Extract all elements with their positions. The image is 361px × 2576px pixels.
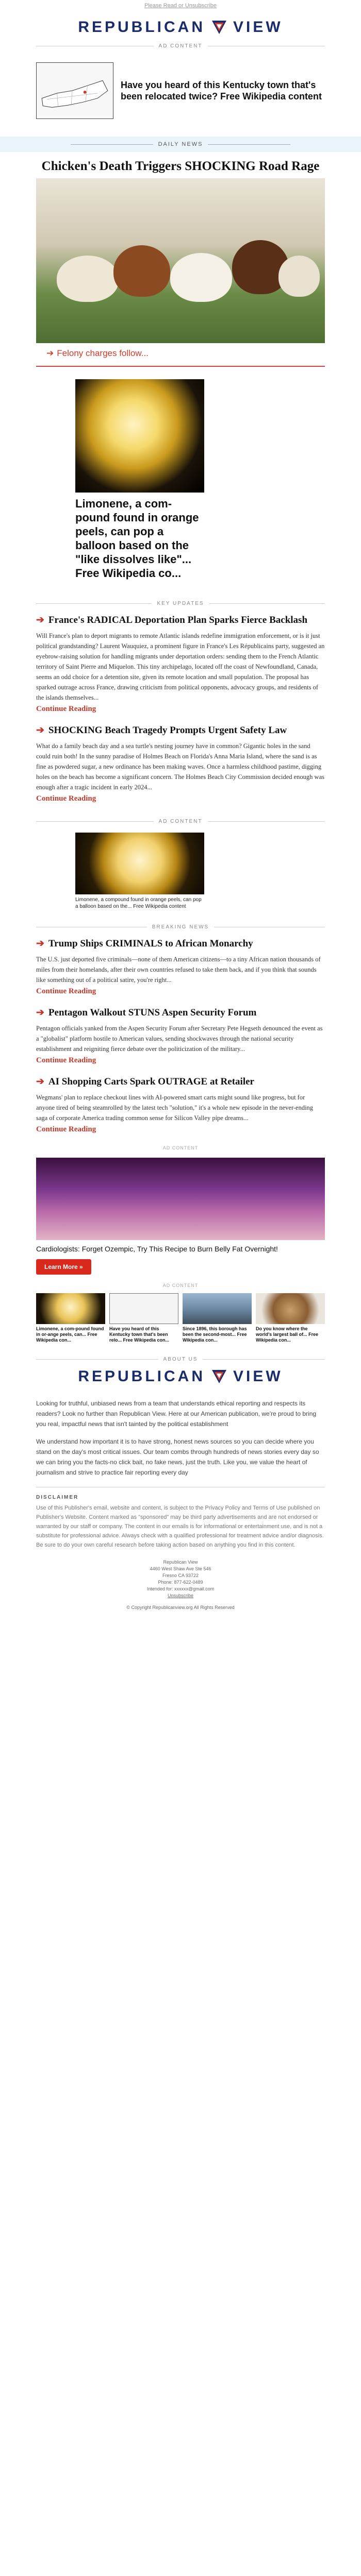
arrow-right-icon: ➔ — [36, 615, 44, 625]
continue-reading-link[interactable]: Continue Reading — [36, 987, 96, 995]
ad-grid-tile[interactable]: Since 1896, this borough has been the second-most... Free Wikipedia con... — [183, 1293, 252, 1343]
unsubscribe-link[interactable]: Unsubscribe — [167, 1593, 194, 1598]
logo-left-word: REPUBLICAN — [78, 1368, 205, 1385]
story-title[interactable]: Pentagon Walkout STUNS Aspen Security Forum — [48, 1007, 257, 1018]
story-body: Will France's plan to deport migrants to remote Atlantic islands redefine immigration enforcement, or is it just political grandstanding? Laurent Wauquiez, a prominent figure in France's Les Républicains party, suggested an eyebrow-raising solution for handling migrants under deportation orders: sending them to the French Atlantic territory of Saint Pierre and Miquelon. This tiny archipelago, located off the coast of Newfoundland, Canada, seems an odd choice for a detention site, given its remote location and small population. The proposal has sparked outrage across France, drawing criticism from political opponents, advocacy groups, and residents of the islands themselves... — [36, 632, 325, 701]
ad-label: AD CONTENT — [162, 1145, 199, 1150]
ad-kentucky-text[interactable]: Have you heard of this Kentucky town that's been relocated twice? Free Wikipedia content — [121, 80, 322, 101]
balloon-photo — [75, 379, 204, 493]
ad-grid-tile[interactable]: Do you know where the world's largest ball of... Free Wikipedia con... — [256, 1293, 325, 1343]
balloon-thumb — [36, 1293, 105, 1324]
ad-grid-tile[interactable]: Have you heard of this Kentucky town that's been relo... Free Wikipedia con... — [109, 1293, 178, 1343]
preheader — [0, 0, 361, 11]
story-body: Pentagon officials yanked from the Aspen Security Forum after Secretary Pete Hegseth denounced the event as a "globalist" platform hostile to American values, sending shockwaves through the national security establishment and reigniting fierce debate over the politicization of the military... — [36, 1025, 323, 1053]
flag-icon — [210, 19, 228, 36]
breaking-news-label: BREAKING NEWS — [36, 924, 325, 930]
footer-phone: Phone: 877-622-0489 — [158, 1580, 203, 1585]
felony-charges-link[interactable]: ➔ Felony charges follow... — [46, 348, 149, 358]
arrow-right-icon: ➔ — [36, 1076, 44, 1087]
story-pentagon — [36, 999, 325, 1068]
ad-label: AD CONTENT — [36, 819, 325, 824]
ad-grid — [36, 1293, 325, 1343]
disclaimer-text: Use of this Publisher's email, website and content, is subject to the Privacy Policy and Terms of Use published on Publisher's Website. Content marked as "sponsored" may be third party advertisements and are not endorsed or warranted by our staff or company. The content in our emails is for informational or entertainment use, and is not a substitute for professional advice. Always check with a qualified professional for treatment advice and/or diagnosis. Be sure to do your own careful research before taking action based on anything you find in this content. — [36, 1505, 324, 1548]
about-paragraph: We understand how important it is to have strong, honest news sources so you can decide where you stand on the day's most critical issues. Our team combs through hundreds of news stories every day so we can bring you the facts-no click bait, no fake news, just the truth. Like you, we value the heart of journalism and strive to practice fair reporting every day — [36, 1438, 319, 1476]
footer-city: Fresno CA 93722 — [162, 1573, 199, 1578]
disclaimer-heading: DISCLAIMER — [36, 1495, 79, 1500]
continue-reading-link[interactable]: Continue Reading — [36, 1125, 96, 1133]
story-title[interactable]: SHOCKING Beach Tragedy Prompts Urgent Safety Law — [48, 725, 287, 736]
ad-ozempic-text[interactable]: Cardiologists: Forget Ozempic, Try This Recipe to Burn Belly Fat Overnight! — [36, 1245, 278, 1253]
story-title[interactable]: AI Shopping Carts Spark OUTRAGE at Retailer — [48, 1076, 254, 1087]
borough-thumb — [183, 1293, 252, 1324]
divider — [36, 366, 325, 367]
learn-more-button[interactable]: Learn More » — [36, 1259, 91, 1275]
logo-right-word: VIEW — [233, 1368, 283, 1385]
disclaimer-section — [36, 1495, 325, 1550]
key-updates-label: KEY UPDATES — [36, 601, 325, 606]
about-us-label: ABOUT US — [36, 1357, 325, 1362]
arrow-right-icon: ➔ — [36, 725, 44, 736]
story-wegmans — [36, 1068, 325, 1137]
story-body: Wegmans' plan to replace checkout lines with AI-powered smart carts might sound like progress, but for anyone tired of being steamrolled by the latest tech "solution," it's a whole new episode in the never-ending saga of corporate America trading common sense for Silicon Valley pipe dreams... — [36, 1094, 314, 1122]
footer-logo[interactable] — [36, 1362, 325, 1391]
continue-reading-link[interactable]: Continue Reading — [36, 1056, 96, 1064]
logo-left-word: REPUBLICAN — [78, 19, 205, 36]
story-trump — [36, 930, 325, 999]
daily-news-band: DAILY NEWS — [0, 137, 361, 152]
ad-limonene-text[interactable]: Limonene, a com-pound found in orange peels, can pop a balloon based on the "like dissolves like"... Free Wikipedia co... — [75, 497, 199, 580]
footer — [36, 1559, 325, 1611]
footer-address: 4460 West Shaw Ave Ste 546 — [150, 1566, 211, 1571]
arrow-right-icon: ➔ — [36, 1007, 44, 1018]
drinks-photo — [36, 1158, 325, 1240]
continue-reading-link[interactable]: Continue Reading — [36, 794, 96, 803]
ad-kentucky-town[interactable] — [36, 52, 325, 129]
arrow-right-icon: ➔ — [46, 348, 54, 358]
story-title[interactable]: Trump Ships CRIMINALS to African Monarchy — [48, 938, 253, 949]
story-beach — [36, 717, 325, 806]
kentucky-map-image — [36, 62, 113, 119]
ball-thumb — [256, 1293, 325, 1324]
footer-name: Republican View — [163, 1560, 198, 1565]
story-france — [36, 606, 325, 717]
ad-limonene-small[interactable] — [75, 833, 204, 910]
footer-intended: Intended for: xxxxxx@gmail.com — [146, 1586, 215, 1591]
ad-limonene-small-text[interactable]: Limonene, a compound found in orange peels, can pop a balloon based on the... Free Wikipedia content — [75, 897, 202, 909]
story-body: What do a family beach day and a sea turtle's nesting journey have in common? Gigantic holes in the sand could ruin both! In the sunny paradise of Holmes Beach on Florida's Anna Maria Island, where the sand is as fine as powdered sugar, a new ordinance has been making waves. Once a harmless childhood pastime, digging holes on the beach has become a significant concern. The Holmes Beach City Commission decided enough was enough after a tragic incident in early 2024... — [36, 742, 324, 791]
copyright: © Copyright Republicanview.org All Rights Reserved — [126, 1605, 235, 1610]
ad-grid-tile[interactable]: Limonene, a com-pound found in or-ange peels, can... Free Wikipedia con... — [36, 1293, 105, 1343]
logo-right-word: VIEW — [233, 19, 283, 36]
ad-limonene-large[interactable] — [75, 379, 204, 580]
ad-label: AD CONTENT — [162, 1283, 199, 1288]
ad-ozempic[interactable] — [36, 1158, 325, 1275]
about-section — [36, 1398, 325, 1487]
story-title[interactable]: France's RADICAL Deportation Plan Sparks Fierce Backlash — [48, 615, 308, 625]
flag-icon — [210, 1368, 228, 1385]
chickens-photo[interactable] — [36, 178, 325, 343]
arrow-right-icon: ➔ — [36, 938, 44, 949]
hero-headline[interactable]: Chicken's Death Triggers SHOCKING Road Rage — [41, 159, 320, 173]
map-thumb — [109, 1293, 178, 1324]
ad-label: AD CONTENT — [36, 43, 325, 49]
masthead[interactable] — [0, 11, 361, 43]
about-paragraph: Looking for truthful, unbiased news from a team that understands ethical reporting and respects its readers? Look no further than Republican View. Here at our American publication, we're proud to bring you real, impactful news that isn't tainted by the political establishment — [36, 1400, 317, 1428]
story-body: The U.S. just deported five criminals—none of them American citizens—to a tiny African nation thousands of miles from their homelands, after their own countries refused to take them back, and if you think that sounds like something out of a political satire, you're right... — [36, 956, 321, 984]
balloon-photo — [75, 833, 204, 894]
unsubscribe-top-link[interactable]: Please Read or Unsubscribe — [144, 3, 217, 9]
continue-reading-link[interactable]: Continue Reading — [36, 705, 96, 713]
